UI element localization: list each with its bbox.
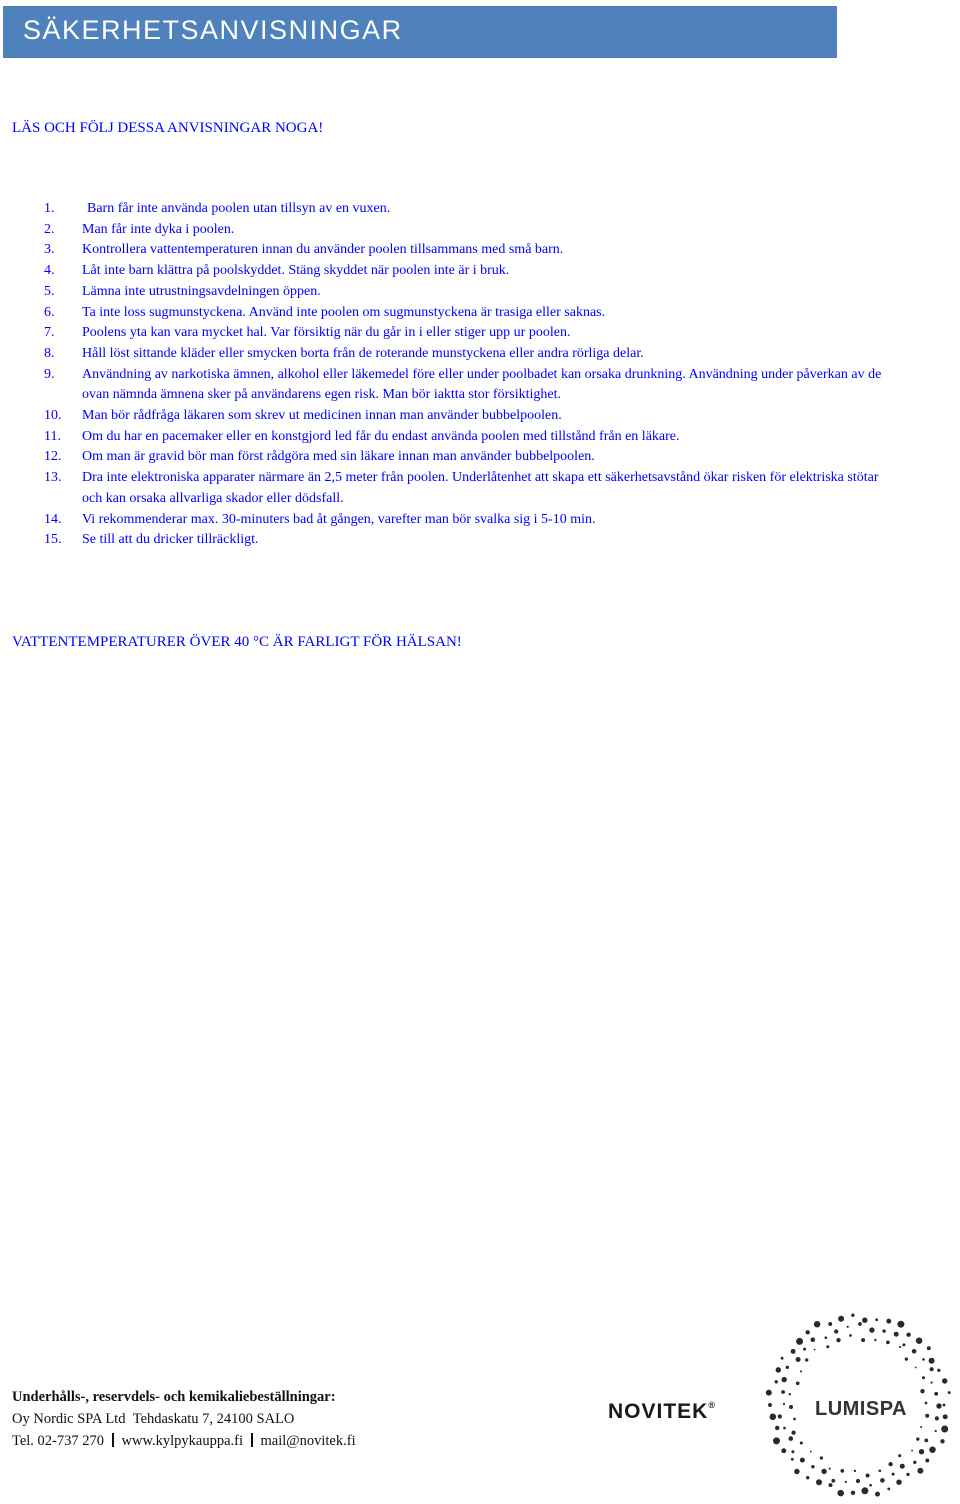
- footer-contact-line: [12, 1430, 356, 1452]
- list-item: [0, 240, 900, 261]
- lumispa-dot: [789, 1436, 794, 1441]
- lumispa-dot: [943, 1404, 946, 1407]
- list-item-number: 12.: [44, 449, 62, 465]
- lumispa-dot: [791, 1450, 794, 1453]
- lumispa-dot: [856, 1479, 860, 1483]
- list-item: [0, 344, 900, 365]
- lumispa-dot: [781, 1357, 784, 1360]
- lumispa-dot: [766, 1390, 772, 1396]
- lumispa-dot: [917, 1468, 923, 1474]
- list-item: [0, 220, 900, 241]
- lumispa-dot: [805, 1330, 809, 1334]
- lumispa-dot: [896, 1479, 901, 1484]
- lumispa-dot: [874, 1339, 876, 1341]
- lumispa-dot: [796, 1357, 801, 1362]
- lumispa-dot: [781, 1448, 786, 1453]
- company-name: Oy Nordic SPA Ltd: [12, 1411, 126, 1427]
- separator: [112, 1433, 114, 1447]
- lumispa-dot: [875, 1492, 880, 1497]
- lumispa-dot: [920, 1426, 922, 1428]
- temperature-warning: VATTENTEMPERATURER ÖVER 40 °C ÄR FARLIGT FÖR HÄLSAN!: [12, 634, 462, 650]
- list-item-text: Vi rekommenderar max. 30-minuters bad åt gången, varefter man bör svalka sig i 5-10 min.: [82, 511, 596, 527]
- list-item: [0, 530, 900, 551]
- lumispa-dot: [887, 1487, 890, 1490]
- lumispa-dot: [829, 1483, 833, 1487]
- safety-rules-list: [0, 199, 900, 551]
- lumispa-dot: [900, 1464, 905, 1469]
- page-title: SÄKERHETSANVISNINGAR: [23, 15, 403, 45]
- lumispa-dot: [849, 1334, 852, 1337]
- header-bar: [3, 6, 837, 58]
- list-item-text: Man bör rådfråga läkaren som skrev ut medicinen innan man använder bubbelpoolen.: [82, 408, 562, 424]
- lumispa-dot: [922, 1376, 925, 1379]
- lumispa-dot: [793, 1418, 796, 1421]
- list-item-number: 1.: [44, 201, 55, 216]
- list-item-text: Låt inte barn klättra på poolskyddet. Stäng skyddet när poolen inte är i bruk.: [82, 263, 510, 279]
- list-item-number: 4.: [44, 263, 55, 279]
- lumispa-dot: [886, 1319, 891, 1324]
- list-item-text: Om du har en pacemaker eller en konstgjord led får du endast använda poolen med tillstånd från en läkare.: [82, 428, 680, 444]
- lumispa-dot: [829, 1468, 831, 1470]
- lumispa-dot: [782, 1377, 787, 1382]
- lumispa-dot: [935, 1430, 937, 1432]
- lumispa-dot: [922, 1358, 925, 1361]
- novitek-logo: [608, 1400, 715, 1424]
- lumispa-dot: [789, 1393, 791, 1395]
- lumispa-dot: [869, 1484, 872, 1487]
- lumispa-dot: [861, 1487, 868, 1494]
- list-item: [0, 510, 900, 531]
- lumispa-dot: [775, 1380, 778, 1383]
- lumispa-dot: [826, 1345, 829, 1348]
- lumispa-dot: [924, 1439, 928, 1443]
- lumispa-dot: [838, 1316, 844, 1322]
- lumispa-dot: [800, 1458, 805, 1463]
- lumispa-dot: [930, 1367, 934, 1371]
- lumispa-dot: [937, 1369, 940, 1372]
- footer-address-line: [12, 1408, 356, 1430]
- list-item-number: 13.: [44, 470, 62, 486]
- phone-number: Tel. 02-737 270: [12, 1433, 105, 1449]
- list-item-text: Håll löst sittande kläder eller smycken borta från de roterande munstyckena eller andra rörliga delar.: [82, 345, 644, 361]
- lumispa-dot: [906, 1473, 909, 1476]
- lumispa-dot: [886, 1341, 890, 1345]
- list-item: [0, 261, 900, 282]
- list-item-number: 11.: [44, 428, 61, 444]
- lumispa-dot: [776, 1367, 781, 1372]
- list-item-number: 2.: [44, 221, 55, 237]
- lumispa-dot: [791, 1349, 796, 1354]
- lumispa-dot: [768, 1403, 772, 1407]
- list-item-number: 3.: [44, 242, 55, 258]
- lumispa-dot: [942, 1378, 947, 1383]
- lumispa-dot: [931, 1381, 933, 1383]
- lumispa-dot: [851, 1491, 855, 1495]
- lumispa-dot: [941, 1425, 948, 1432]
- company-address: Tehdaskatu 7, 24100 SALO: [132, 1411, 295, 1427]
- lumispa-dot: [869, 1327, 874, 1332]
- list-item-text: Användning av narkotiska ämnen, alkohol eller läkemedel före eller under poolbadet kan orsaka drunkning. Användning under påverkan av de ovan nämnda ämnena sker på användarens egen risk. Man bör iaktta stor försiktighet.: [82, 366, 882, 403]
- list-item-number: 7.: [44, 325, 55, 341]
- lumispa-dot: [828, 1322, 832, 1326]
- lumispa-dot: [934, 1392, 938, 1396]
- list-item: [0, 447, 900, 468]
- lumispa-dot: [919, 1449, 924, 1454]
- lumispa-dot: [905, 1357, 908, 1360]
- lumispa-dot: [814, 1349, 816, 1351]
- lumispa-dot: [948, 1391, 951, 1394]
- lumispa-dot: [800, 1441, 803, 1444]
- lumispa-dot: [778, 1414, 782, 1418]
- list-item-number: 9.: [44, 366, 55, 382]
- lumispa-dot: [894, 1332, 899, 1337]
- lumispa-dot: [862, 1317, 867, 1322]
- lumispa-dot: [880, 1478, 885, 1483]
- list-item: [0, 468, 900, 509]
- list-item-number: 8.: [44, 345, 55, 361]
- lumispa-dot: [816, 1479, 822, 1485]
- intro-text: LÄS OCH FÖLJ DESSA ANVISNINGAR NOGA!: [12, 120, 324, 136]
- lumispa-dot: [834, 1329, 838, 1333]
- list-item-text: Poolens yta kan vara mycket hal. Var försiktig när du går in i eller stiger upp ur poolen.: [82, 325, 571, 341]
- lumispa-dot: [892, 1473, 895, 1476]
- lumispa-logo-text: LUMISPA: [814, 1398, 908, 1420]
- lumispa-dot: [831, 1479, 835, 1483]
- list-item-text: Lämna inte utrustningsavdelningen öppen.: [82, 283, 321, 299]
- lumispa-dot: [925, 1459, 929, 1463]
- lumispa-dot: [821, 1469, 826, 1474]
- list-item-number: 6.: [44, 304, 55, 320]
- lumispa-dot: [789, 1405, 793, 1409]
- separator: [251, 1433, 253, 1447]
- lumispa-dot: [775, 1426, 779, 1430]
- lumispa-dot: [805, 1358, 808, 1361]
- list-item-text: Ta inte loss sugmunstyckena. Använd inte poolen om sugmunstyckena är trasiga eller saknas.: [82, 304, 606, 320]
- lumispa-dot: [773, 1437, 780, 1444]
- footer-contact: [12, 1386, 356, 1452]
- lumispa-dot: [898, 1454, 901, 1457]
- email-link[interactable]: mail@novitek.fi: [260, 1433, 356, 1449]
- lumispa-dot: [915, 1367, 917, 1369]
- lumispa-dot: [888, 1462, 892, 1466]
- lumispa-dot: [882, 1329, 885, 1332]
- lumispa-dot: [911, 1450, 913, 1452]
- lumispa-dot: [927, 1346, 931, 1350]
- lumispa-dot: [837, 1490, 844, 1497]
- lumispa-dot: [840, 1469, 844, 1473]
- list-item-text: Barn får inte använda poolen utan tillsyn av en vuxen.: [87, 201, 391, 216]
- lumispa-dot: [902, 1343, 905, 1346]
- list-item-text: Man får inte dyka i poolen.: [82, 221, 235, 237]
- lumispa-dot: [836, 1338, 840, 1342]
- lumispa-dot: [913, 1461, 916, 1464]
- list-item: [0, 323, 900, 344]
- lumispa-dot: [925, 1402, 928, 1405]
- novitek-logo-text: NOVITEK: [608, 1400, 709, 1423]
- list-item: [0, 303, 900, 324]
- lumispa-dot: [920, 1389, 924, 1393]
- lumispa-dot: [783, 1403, 785, 1405]
- lumispa-dot: [811, 1337, 816, 1342]
- lumispa-logo: [764, 1310, 954, 1500]
- list-item-number: 14.: [44, 511, 62, 527]
- lumispa-dot: [847, 1326, 849, 1328]
- list-item-text: Se till att du dricker tillräckligt.: [82, 532, 259, 548]
- list-item-text: Dra inte elektroniska apparater närmare än 2,5 meter från poolen. Underlåtenhet att skapa ett säkerhetsavstånd ökar risken för elektriska stötar och kan orsaka allvarliga skador eller dödsfall.: [82, 470, 879, 506]
- registered-mark: ®: [708, 1400, 715, 1410]
- lumispa-dot: [929, 1446, 936, 1453]
- lumispa-dot: [806, 1476, 809, 1479]
- lumispa-dot: [936, 1403, 941, 1408]
- list-item: [0, 365, 900, 406]
- list-item-number: 15.: [44, 532, 62, 548]
- lumispa-dot: [906, 1332, 910, 1336]
- lumispa-dot: [820, 1456, 823, 1459]
- lumispa-dot: [783, 1427, 786, 1430]
- lumispa-dot: [916, 1337, 923, 1344]
- lumispa-dot: [800, 1370, 802, 1372]
- lumispa-dot: [791, 1458, 794, 1461]
- lumispa-dot: [825, 1336, 828, 1339]
- lumispa-dot: [851, 1314, 854, 1317]
- lumispa-dot: [803, 1348, 806, 1351]
- list-item: [0, 282, 900, 303]
- lumispa-dot: [861, 1338, 865, 1342]
- lumispa-dot: [935, 1416, 939, 1420]
- lumispa-dot: [796, 1338, 803, 1345]
- list-item-number: 5.: [44, 283, 55, 299]
- lumispa-dot: [781, 1390, 785, 1394]
- lumispa-dot: [929, 1358, 935, 1364]
- list-item: [0, 406, 900, 427]
- list-item: [0, 199, 900, 220]
- lumispa-dot: [912, 1349, 917, 1354]
- lumispa-dot: [875, 1318, 878, 1321]
- lumispa-dot: [925, 1414, 929, 1418]
- list-item: [0, 427, 900, 448]
- lumispa-dot: [916, 1437, 919, 1440]
- lumispa-dot: [878, 1469, 881, 1472]
- lumispa-dot: [866, 1474, 870, 1478]
- lumispa-dot: [811, 1465, 814, 1468]
- website-link[interactable]: www.kylpykauppa.fi: [121, 1433, 243, 1449]
- lumispa-dot: [940, 1439, 944, 1443]
- lumispa-dot: [897, 1321, 904, 1328]
- lumispa-dot: [796, 1381, 800, 1385]
- list-item-number: 10.: [44, 408, 62, 424]
- lumispa-dot: [814, 1321, 821, 1328]
- list-item-text: Om man är gravid bör man först rådgöra med sin läkare innan man använder bubbelpoolen.: [82, 449, 595, 465]
- lumispa-dot: [854, 1470, 856, 1472]
- lumispa-dot: [770, 1414, 777, 1421]
- lumispa-dot: [786, 1366, 789, 1369]
- lumispa-dot: [791, 1430, 795, 1434]
- lumispa-dot: [858, 1322, 862, 1326]
- footer-heading: Underhålls-, reservdels- och kemikaliebeställningar:: [12, 1389, 336, 1405]
- list-item-text: Kontrollera vattentemperaturen innan du använder poolen tillsammans med små barn.: [82, 242, 564, 258]
- lumispa-dot: [899, 1346, 901, 1348]
- lumispa-dot: [943, 1414, 948, 1419]
- lumispa-dot: [845, 1481, 847, 1483]
- lumispa-dot: [794, 1469, 799, 1474]
- lumispa-dot: [810, 1451, 812, 1453]
